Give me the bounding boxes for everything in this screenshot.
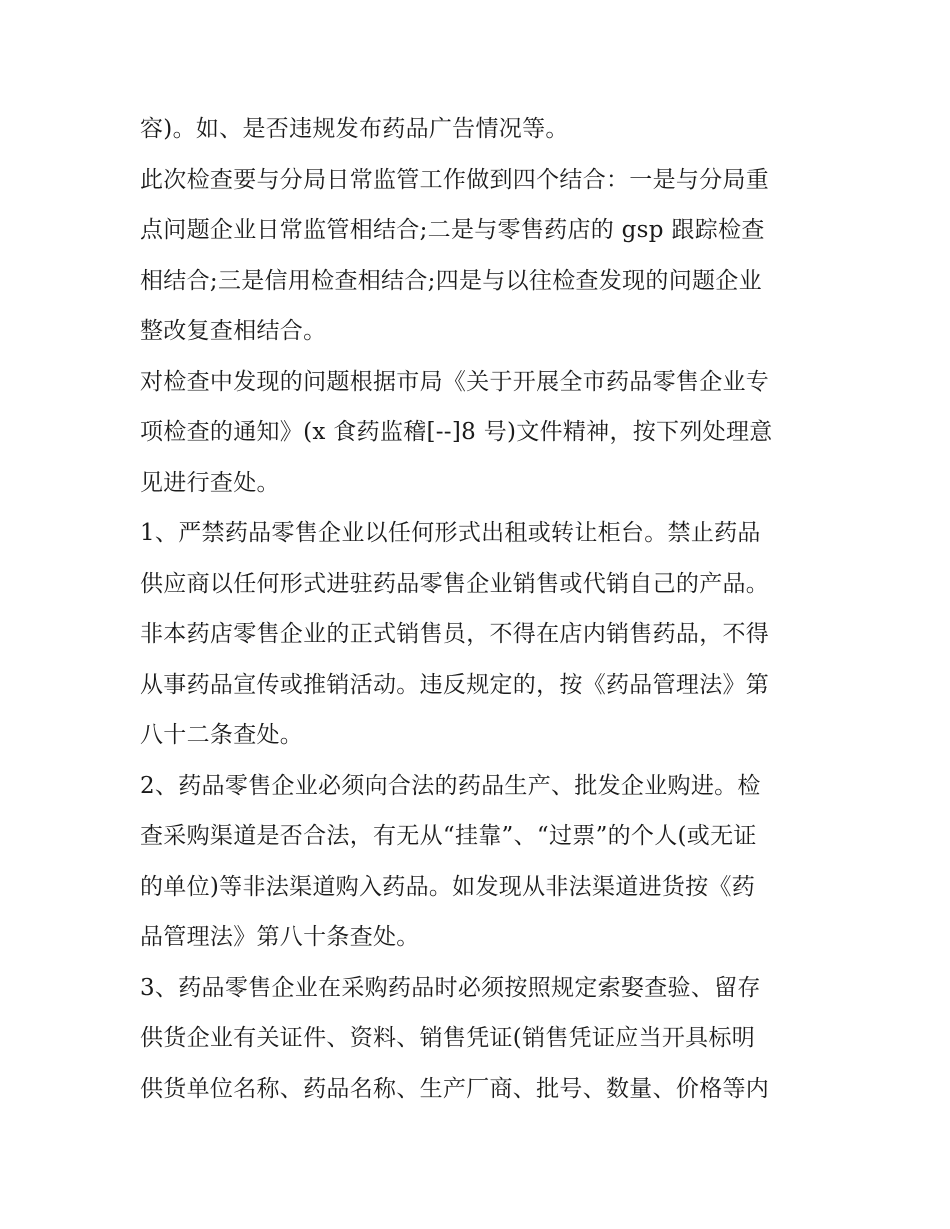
text-line: 品管理法》第八十条查处。 — [140, 924, 420, 950]
text-line: 3、药品零售企业在采购药品时必须按照规定索娶查验、留存 — [140, 974, 761, 1001]
text-line: 容)。如、是否违规发布药品广告情况等。 — [140, 116, 569, 142]
paragraph-3 — [140, 357, 830, 509]
document-body — [140, 104, 830, 1114]
paragraph-1 — [140, 104, 830, 155]
text-line: 对检查中发现的问题根据市局《关于开展全市药品零售企业专 — [140, 368, 770, 395]
text-line: 的单位)等非法渠道购入药品。如发现从非法渠道进货按《药 — [140, 873, 756, 900]
text-line: 2、药品零售企业必须向合法的药品生产、批发企业购进。检 — [140, 772, 761, 799]
text-line: 供货单位名称、药品名称、生产厂商、批号、数量、价格等内 — [140, 1075, 770, 1102]
text-line: 查采购渠道是否合法，有无从“挂靠”、“过票”的个人(或无证 — [140, 823, 757, 849]
text-line: 1、严禁药品零售企业以任何形式出租或转让柜台。禁止药品 — [140, 520, 761, 546]
paragraph-5 — [140, 761, 830, 963]
text-line: 供货企业有关证件、资料、销售凭证(销售凭证应当开具标明 — [140, 1025, 756, 1051]
text-line: 非本药店零售企业的正式销售员，不得在店内销售药品，不得 — [140, 621, 770, 647]
text-line: 供应商以任何形式进驻药品零售企业销售或代销自己的产品。 — [140, 570, 770, 597]
paragraph-6 — [140, 963, 830, 1115]
text-line: 项检查的通知》(x 食药监稽[--]8 号)文件精神，按下列处理意 — [140, 419, 773, 445]
text-line: 见进行查处。 — [140, 469, 280, 496]
text-line: 整改复查相结合。 — [140, 318, 327, 344]
text-line: 从事药品宣传或推销活动。违反规定的，按《药品管理法》第 — [140, 671, 770, 698]
text-line: 八十二条查处。 — [140, 722, 304, 748]
paragraph-4 — [140, 508, 830, 761]
text-line: 此次检查要与分局日常监管工作做到四个结合：一是与分局重 — [140, 166, 770, 193]
paragraph-2 — [140, 155, 830, 357]
text-line: 相结合;三是信用检查相结合;四是与以往检查发现的问题企业 — [140, 267, 762, 294]
text-line: 点问题企业日常监管相结合;二是与零售药店的 gsp 跟踪检查 — [140, 217, 765, 243]
